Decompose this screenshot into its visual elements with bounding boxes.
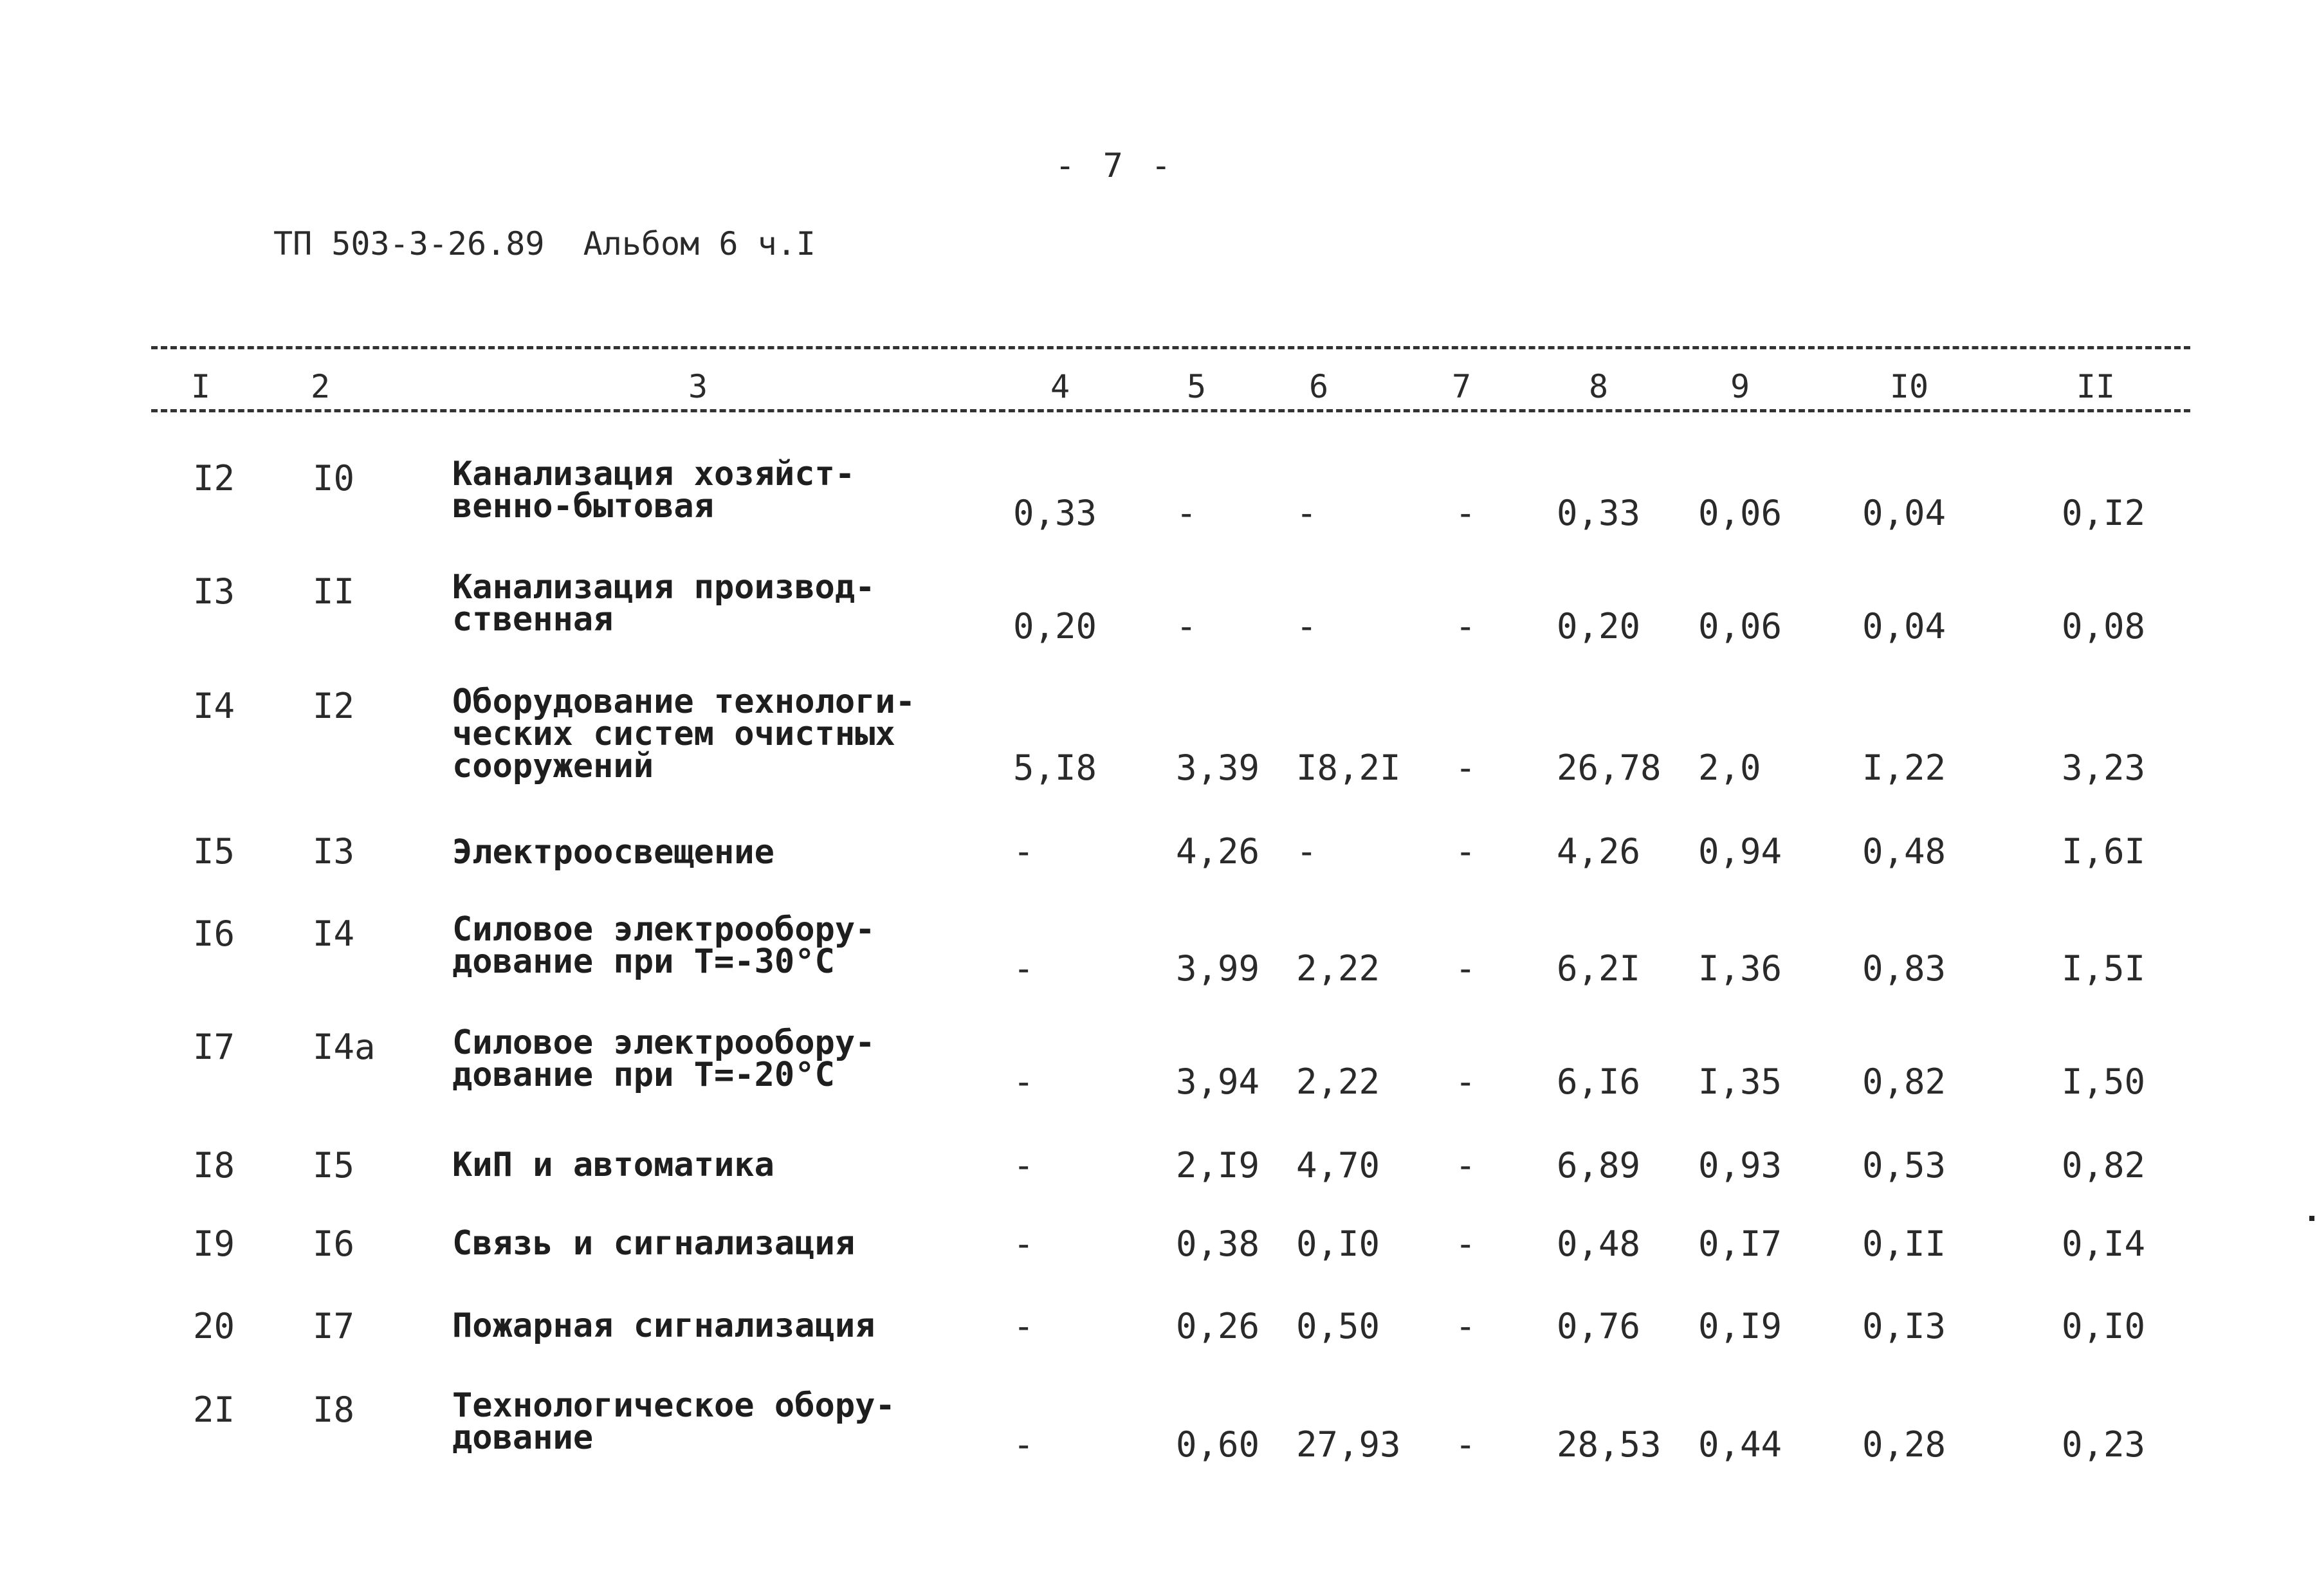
value-col-9: 0,I7 bbox=[1698, 1224, 1782, 1264]
value-col-5: 3,39 bbox=[1176, 748, 1260, 788]
value-col-5: 3,94 bbox=[1176, 1061, 1260, 1102]
row-number: I9 bbox=[193, 1224, 235, 1264]
row-number: 20 bbox=[193, 1306, 235, 1346]
item-number: I5 bbox=[313, 1145, 355, 1186]
value-col-10: 0,04 bbox=[1862, 606, 1946, 647]
row-number: I2 bbox=[193, 458, 235, 499]
value-col-6: 4,70 bbox=[1296, 1145, 1380, 1186]
value-col-9: I,35 bbox=[1698, 1061, 1782, 1102]
value-col-8: 26,78 bbox=[1557, 748, 1662, 788]
value-col-4: 0,20 bbox=[1013, 606, 1097, 647]
value-col-4: 5,I8 bbox=[1013, 748, 1097, 788]
value-col-10: 0,28 bbox=[1862, 1424, 1946, 1465]
item-name: Канализация производ- ственная bbox=[452, 568, 875, 639]
value-col-6: - bbox=[1296, 606, 1317, 647]
value-col-9: 2,0 bbox=[1698, 748, 1761, 788]
value-col-11: 3,23 bbox=[2062, 748, 2146, 788]
value-col-8: 0,76 bbox=[1557, 1306, 1641, 1346]
value-col-11: 0,I4 bbox=[2062, 1224, 2146, 1264]
col-header-9: 9 bbox=[1730, 368, 1750, 405]
value-col-6: 0,I0 bbox=[1296, 1224, 1380, 1264]
value-col-4: - bbox=[1013, 948, 1034, 989]
value-col-8: 0,20 bbox=[1557, 606, 1641, 647]
value-col-11: 0,08 bbox=[2062, 606, 2146, 647]
scan-speck bbox=[2309, 1216, 2314, 1221]
value-col-5: - bbox=[1176, 606, 1197, 647]
value-col-10: 0,53 bbox=[1862, 1145, 1946, 1186]
col-header-10: I0 bbox=[1889, 368, 1929, 405]
value-col-7: - bbox=[1455, 493, 1476, 533]
value-col-8: 6,2I bbox=[1557, 948, 1641, 989]
value-col-10: 0,48 bbox=[1862, 831, 1946, 872]
value-col-4: - bbox=[1013, 1145, 1034, 1186]
item-name: Силовое электрообору- дование при Т=-30°С bbox=[452, 910, 875, 981]
item-number: II bbox=[313, 571, 355, 612]
value-col-11: 0,82 bbox=[2062, 1145, 2146, 1186]
col-header-1: I bbox=[190, 368, 211, 405]
table-top-rule bbox=[151, 346, 2190, 349]
value-col-5: 0,60 bbox=[1176, 1424, 1260, 1465]
value-col-5: 0,38 bbox=[1176, 1224, 1260, 1264]
value-col-5: 4,26 bbox=[1176, 831, 1260, 872]
value-col-4: - bbox=[1013, 1424, 1034, 1465]
value-col-6: 2,22 bbox=[1296, 1061, 1380, 1102]
value-col-6: 27,93 bbox=[1296, 1424, 1401, 1465]
value-col-7: - bbox=[1455, 1145, 1476, 1186]
item-number: I7 bbox=[313, 1306, 355, 1346]
value-col-9: 0,06 bbox=[1698, 606, 1782, 647]
item-name: Силовое электрообору- дование при Т=-20°С bbox=[452, 1023, 875, 1094]
value-col-11: 0,23 bbox=[2062, 1424, 2146, 1465]
value-col-7: - bbox=[1455, 1061, 1476, 1102]
col-header-6: 6 bbox=[1308, 368, 1329, 405]
item-number: I3 bbox=[313, 831, 355, 872]
col-header-2: 2 bbox=[310, 368, 331, 405]
col-header-7: 7 bbox=[1451, 368, 1472, 405]
item-name: КиП и автоматика bbox=[452, 1146, 774, 1184]
col-header-3: 3 bbox=[688, 368, 708, 405]
value-col-4: - bbox=[1013, 1306, 1034, 1346]
value-col-6: - bbox=[1296, 493, 1317, 533]
item-number: I2 bbox=[313, 686, 355, 726]
value-col-7: - bbox=[1455, 1306, 1476, 1346]
col-header-5: 5 bbox=[1186, 368, 1207, 405]
value-col-10: 0,04 bbox=[1862, 493, 1946, 533]
item-number: I4 bbox=[313, 913, 355, 954]
value-col-4: - bbox=[1013, 1224, 1034, 1264]
document-header: ТП 503-3-26.89 Альбом 6 ч.I bbox=[273, 225, 816, 262]
value-col-9: 0,I9 bbox=[1698, 1306, 1782, 1346]
value-col-9: 0,06 bbox=[1698, 493, 1782, 533]
item-name: Технологическое обору- дование bbox=[452, 1386, 895, 1457]
table-header-rule bbox=[151, 409, 2190, 412]
value-col-6: 2,22 bbox=[1296, 948, 1380, 989]
value-col-11: I,6I bbox=[2062, 831, 2146, 872]
value-col-6: I8,2I bbox=[1296, 748, 1401, 788]
value-col-9: 0,93 bbox=[1698, 1145, 1782, 1186]
value-col-4: - bbox=[1013, 831, 1034, 872]
value-col-9: 0,44 bbox=[1698, 1424, 1782, 1465]
row-number: 2I bbox=[193, 1390, 235, 1430]
value-col-7: - bbox=[1455, 748, 1476, 788]
value-col-10: 0,II bbox=[1862, 1224, 1946, 1264]
value-col-8: 0,33 bbox=[1557, 493, 1641, 533]
row-number: I7 bbox=[193, 1027, 235, 1067]
col-header-4: 4 bbox=[1050, 368, 1070, 405]
value-col-11: 0,I2 bbox=[2062, 493, 2146, 533]
row-number: I5 bbox=[193, 831, 235, 872]
value-col-5: 2,I9 bbox=[1176, 1145, 1260, 1186]
row-number: I4 bbox=[193, 686, 235, 726]
item-number: I8 bbox=[313, 1390, 355, 1430]
item-name: Оборудование технологи- ческих систем очистных сооружений bbox=[452, 683, 916, 785]
value-col-10: 0,I3 bbox=[1862, 1306, 1946, 1346]
value-col-8: 28,53 bbox=[1557, 1424, 1662, 1465]
item-name: Канализация хозяйст- венно-бытовая bbox=[452, 455, 856, 526]
item-number: I4а bbox=[313, 1027, 376, 1067]
value-col-11: I,50 bbox=[2062, 1061, 2146, 1102]
col-header-11: II bbox=[2076, 368, 2116, 405]
value-col-5: 3,99 bbox=[1176, 948, 1260, 989]
value-col-10: 0,82 bbox=[1862, 1061, 1946, 1102]
row-number: I3 bbox=[193, 571, 235, 612]
value-col-5: - bbox=[1176, 493, 1197, 533]
value-col-9: I,36 bbox=[1698, 948, 1782, 989]
value-col-8: 4,26 bbox=[1557, 831, 1641, 872]
item-name: Связь и сигнализация bbox=[452, 1224, 856, 1263]
value-col-8: 6,I6 bbox=[1557, 1061, 1641, 1102]
value-col-9: 0,94 bbox=[1698, 831, 1782, 872]
value-col-4: - bbox=[1013, 1061, 1034, 1102]
value-col-7: - bbox=[1455, 948, 1476, 989]
value-col-7: - bbox=[1455, 606, 1476, 647]
value-col-11: 0,I0 bbox=[2062, 1306, 2146, 1346]
value-col-7: - bbox=[1455, 831, 1476, 872]
value-col-10: 0,83 bbox=[1862, 948, 1946, 989]
col-header-8: 8 bbox=[1588, 368, 1609, 405]
value-col-6: - bbox=[1296, 831, 1317, 872]
value-col-8: 6,89 bbox=[1557, 1145, 1641, 1186]
item-number: I0 bbox=[313, 458, 355, 499]
row-number: I6 bbox=[193, 913, 235, 954]
item-number: I6 bbox=[313, 1224, 355, 1264]
value-col-8: 0,48 bbox=[1557, 1224, 1641, 1264]
item-name: Электроосвещение bbox=[452, 833, 774, 872]
value-col-6: 0,50 bbox=[1296, 1306, 1380, 1346]
page-number: - 7 - bbox=[1055, 147, 1175, 185]
value-col-4: 0,33 bbox=[1013, 493, 1097, 533]
value-col-7: - bbox=[1455, 1224, 1476, 1264]
item-name: Пожарная сигнализация bbox=[452, 1307, 875, 1345]
value-col-10: I,22 bbox=[1862, 748, 1946, 788]
value-col-11: I,5I bbox=[2062, 948, 2146, 989]
value-col-7: - bbox=[1455, 1424, 1476, 1465]
value-col-5: 0,26 bbox=[1176, 1306, 1260, 1346]
row-number: I8 bbox=[193, 1145, 235, 1186]
